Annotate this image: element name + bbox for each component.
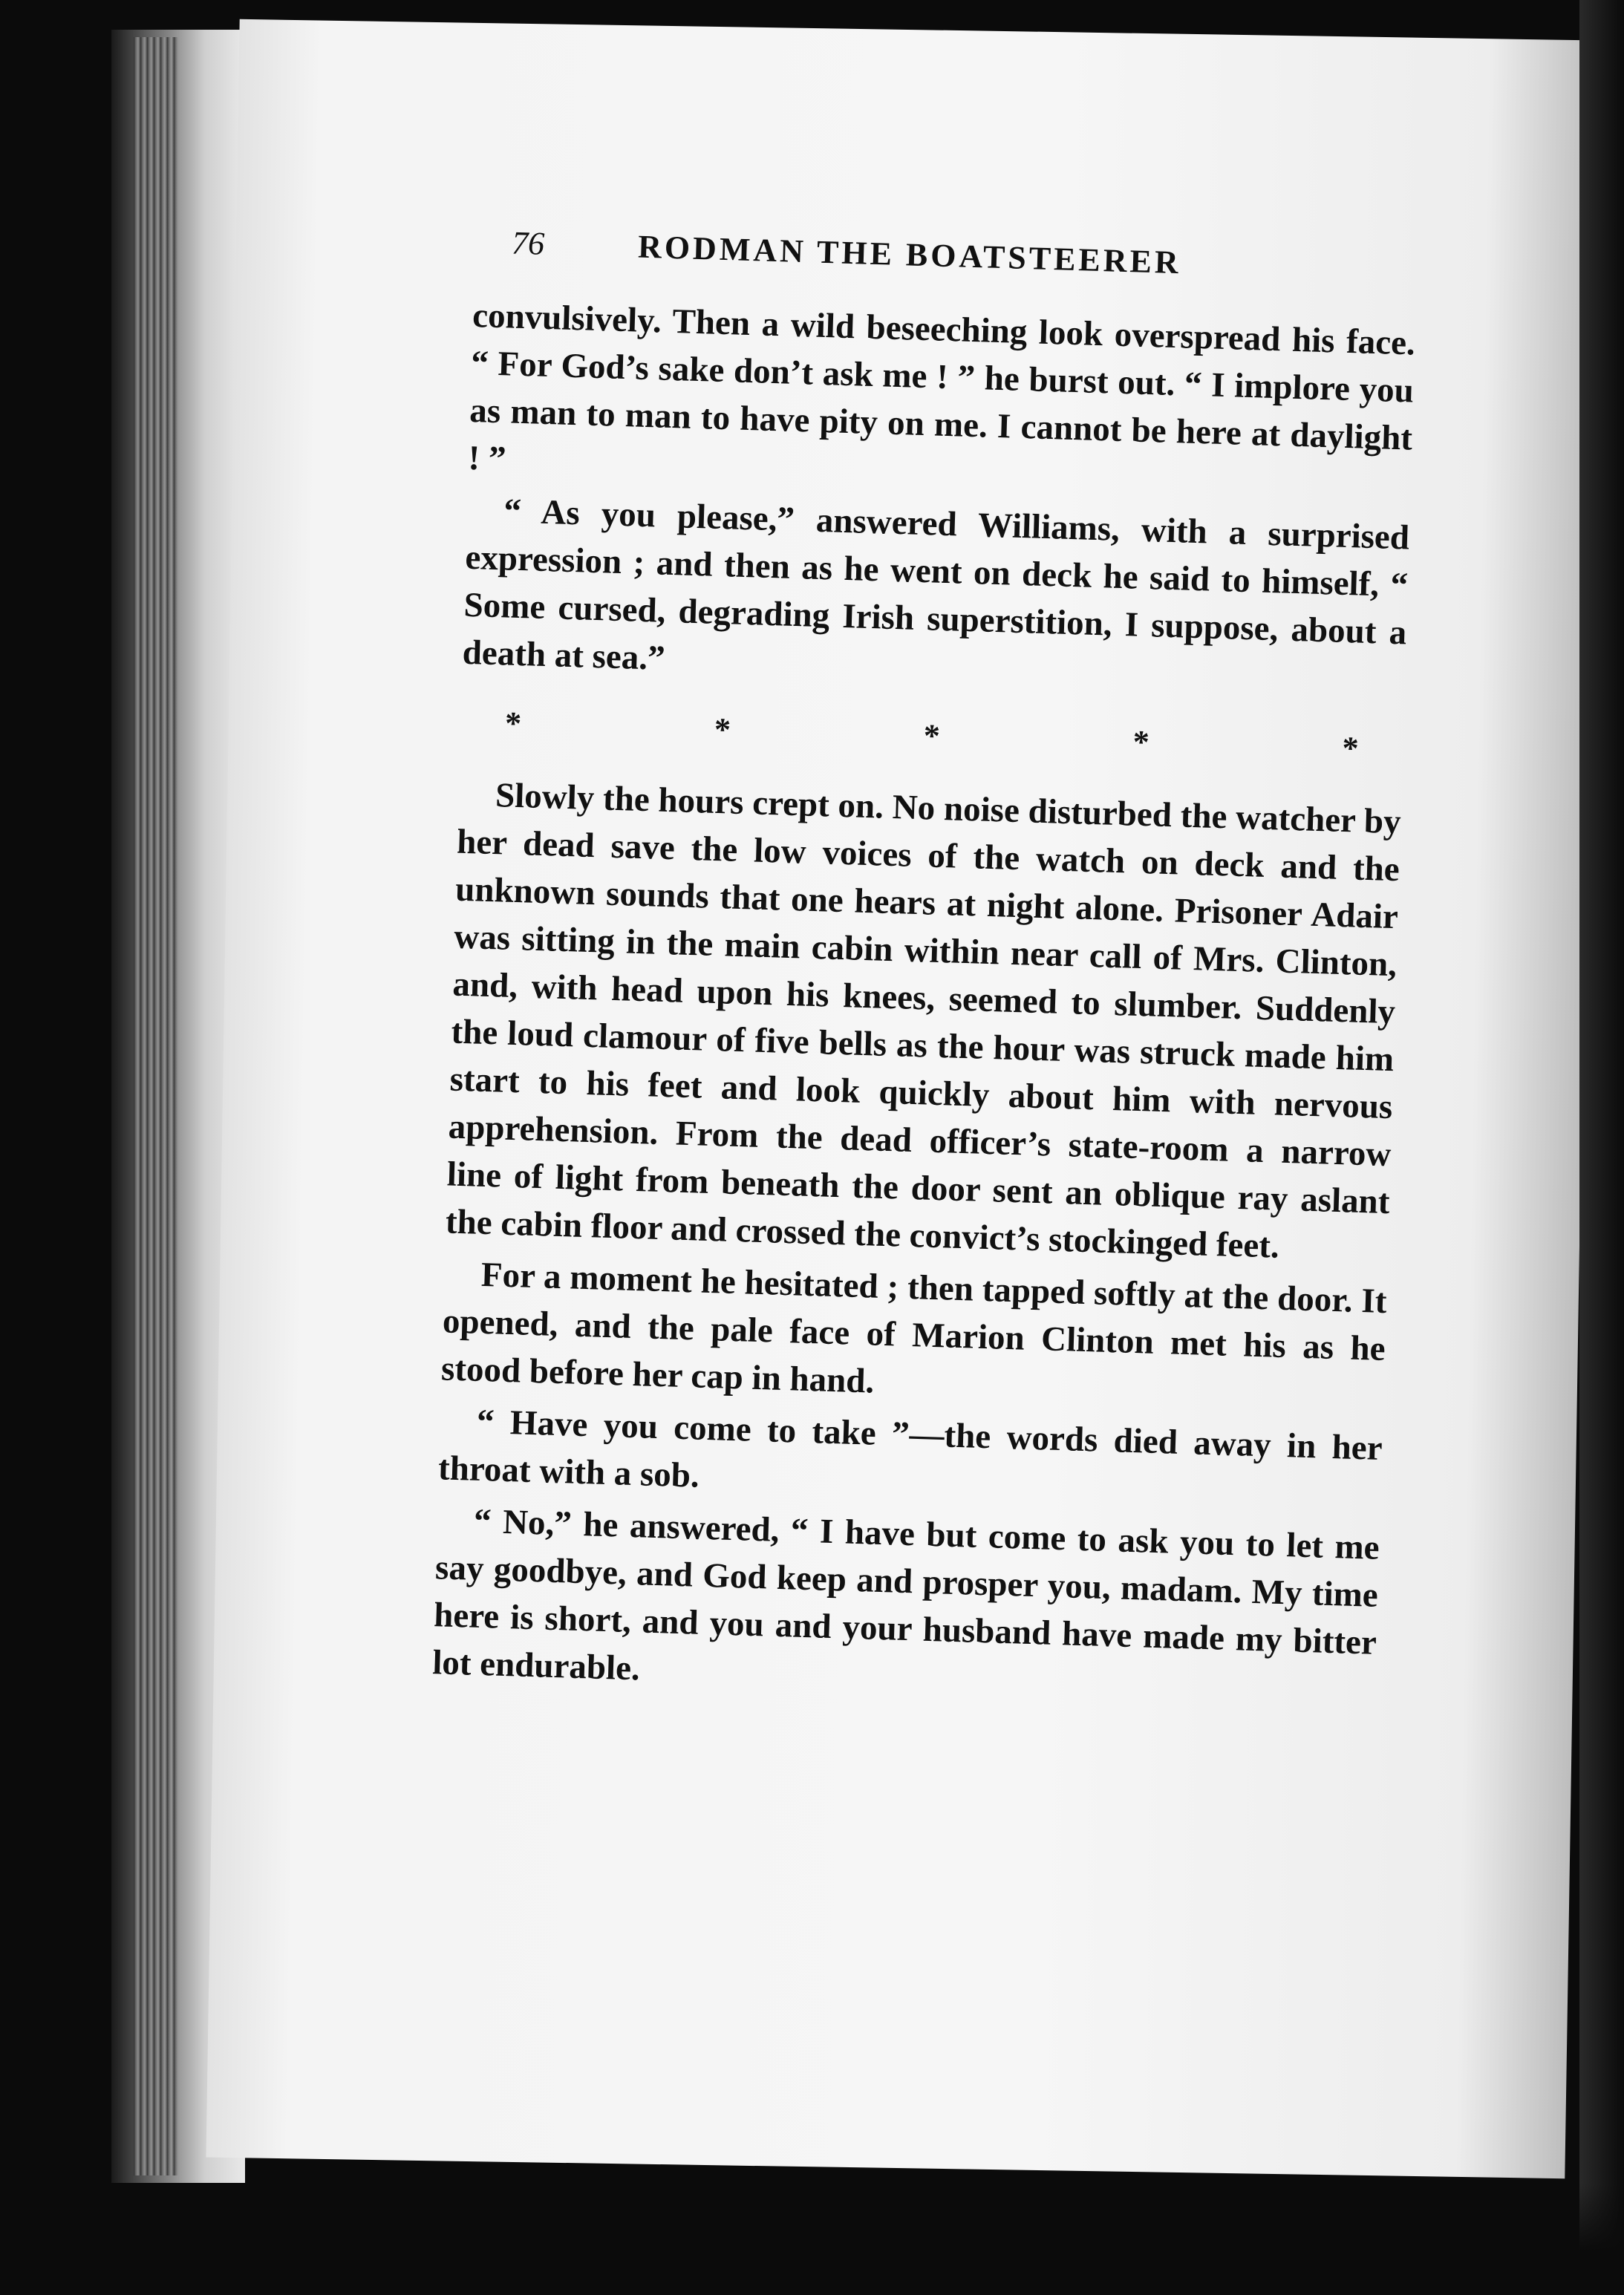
asterisk-5: * bbox=[1341, 729, 1360, 767]
asterisk-4: * bbox=[1132, 723, 1150, 761]
paragraph-4: For a moment he hesitated ; then tapped softly at the door. It opened, and the pale face of Marion Clinton met his as he stood before her cap in hand. bbox=[440, 1255, 1388, 1401]
right-edge-shadow bbox=[1579, 0, 1624, 2295]
page-number: 76 bbox=[511, 224, 545, 262]
asterisk-3: * bbox=[923, 717, 941, 754]
paragraph-1: convulsively. Then a wild beseeching look overspread his face. “ For God’s sake don’t ask me ! ” he burst out. “ I implore you as man to man to have pity on me. I cannot be here at daylight ! ” bbox=[467, 296, 1416, 479]
running-title: RODMAN THE BOATSTEERER bbox=[637, 228, 1182, 281]
paragraph-3: Slowly the hours crept on. No noise disturbed the watcher by her dead save the low voices of the watch on deck and the unknown sounds that one hears at night alone. Prisoner Adair was sitting in the main cabin within near call of Mrs. Clinton, and, with head upon his knees, seemed to slumber. Suddenly the loud clamour of five bells as the hour was struck made him start to his feet and look quickly about him with nervous apprehension. From the dead officer’s state-room a narrow line of light from beneath the door sent an oblique ray aslant the cabin floor and crossed the convict’s stockinged feet. bbox=[445, 776, 1402, 1266]
asterisk-2: * bbox=[714, 711, 731, 748]
paragraph-2: “ As you please,” answered Williams, with a surprised expression ; and then as he went on deck he said to himself, “ Some cursed, degrading Irish superstition, I suppose, about a death at sea.” bbox=[462, 492, 1410, 678]
page-text bbox=[431, 223, 1418, 1714]
paragraph-5: “ Have you come to take ”—the words died away in her throat with a sob. bbox=[437, 1402, 1383, 1495]
page-edges bbox=[134, 37, 178, 2175]
paragraph-6: “ No,” he answered, “ I have but come to ask you to let me say goodbye, and God keep and prosper you, madam. My time here is short, and you and your husband have made my bitter lot endurable. bbox=[431, 1501, 1380, 1688]
bottom-edge-shadow bbox=[0, 2184, 1624, 2295]
asterisk-1: * bbox=[504, 705, 522, 742]
